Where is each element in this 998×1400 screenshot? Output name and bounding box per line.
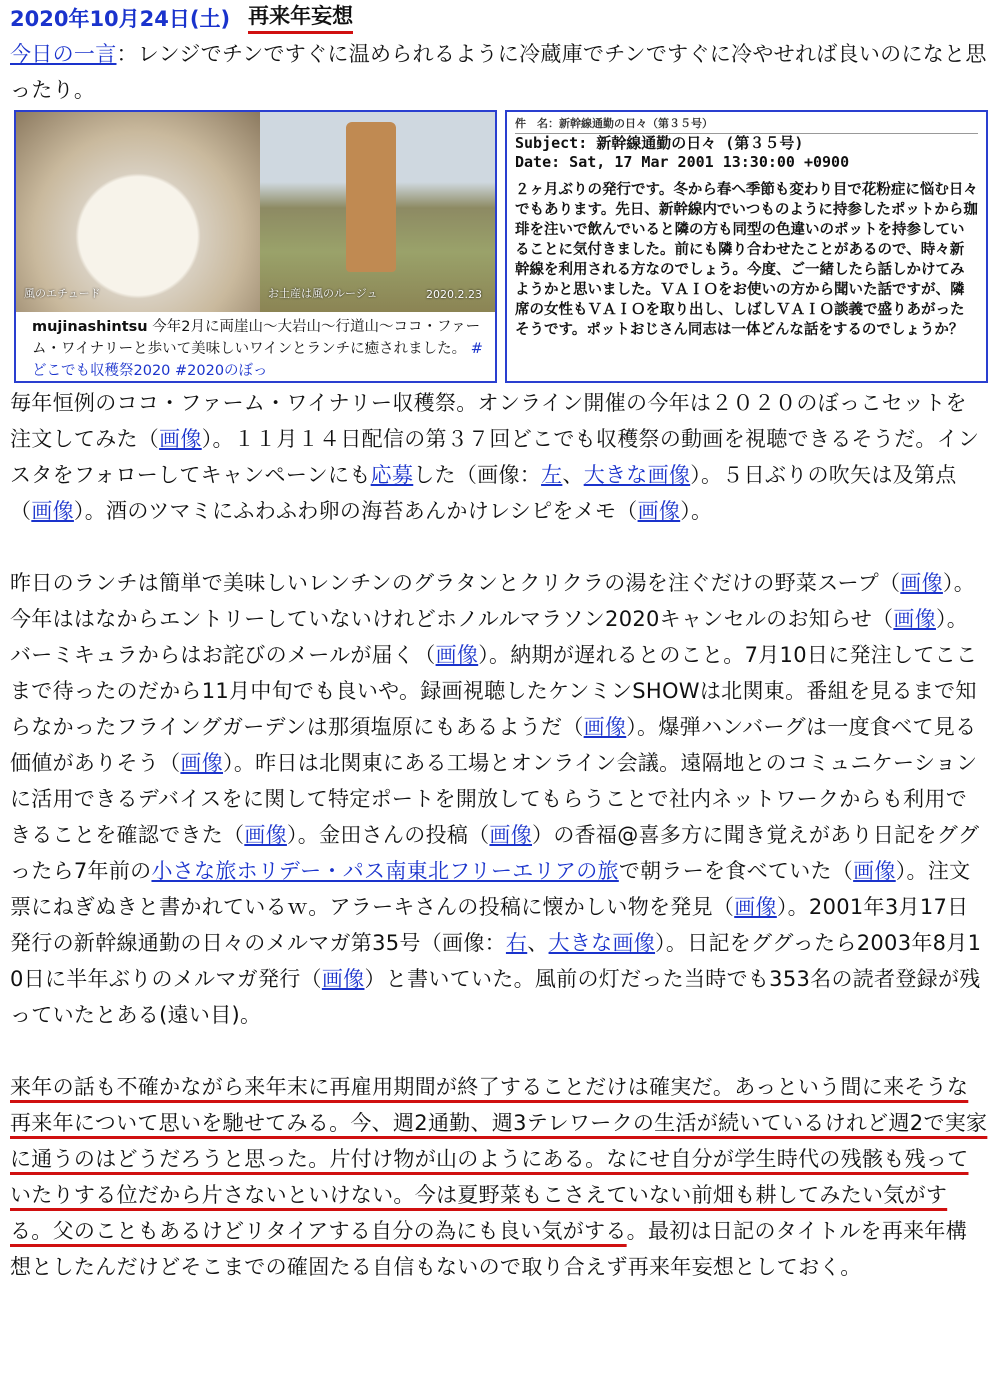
photo-caption-right: お土産は風のルージュ xyxy=(268,287,378,300)
image-link[interactable]: 画像 xyxy=(900,571,943,595)
trip-diary-link[interactable]: 小さな旅ホリデー・パス南東北フリーエリアの旅 xyxy=(151,859,619,883)
image-link[interactable]: 画像 xyxy=(734,895,777,919)
p2-text: 、 xyxy=(527,931,549,955)
newsletter-image[interactable] xyxy=(505,110,988,383)
mail-subject-bar: 件 名：新幹線通勤の日々（第３５号） xyxy=(515,115,978,134)
photo-caption-left: 風のエチュード xyxy=(24,287,101,300)
image-link[interactable]: 画像 xyxy=(489,823,533,847)
image-link[interactable]: 画像 xyxy=(893,607,936,631)
intro-text: ：レンジでチンですぐに温められるように冷蔵庫でチンですぐに冷やせれば良いのになと思ったり。 xyxy=(10,42,987,102)
p2-text: ）。注文票にねぎぬきと書かれているｗ。アラーキさんの投稿に懐かしい物を発見（ xyxy=(10,859,971,919)
image-link[interactable]: 画像 xyxy=(180,751,224,775)
paragraph-2 xyxy=(10,565,988,1033)
left-image-link[interactable]: 左 xyxy=(541,463,563,487)
paragraph-gap xyxy=(10,1033,988,1069)
p1-text: ）。酒のツマミにふわふわ卵の海苔あんかけレシピをメモ（ xyxy=(73,499,638,523)
image-link[interactable]: 画像 xyxy=(435,643,479,667)
p2-text: ）の香福@喜多方に聞き覚えがあり日記をググったら7年前の xyxy=(10,823,980,883)
instagram-caption xyxy=(16,312,497,383)
intro-paragraph xyxy=(10,36,988,108)
entry-header xyxy=(10,0,988,36)
large-image-link[interactable]: 大きな画像 xyxy=(548,931,656,955)
p2-text: 昨日のランチは簡単で美味しいレンチンのグラタンとクリクラの湯を注ぐだけの野菜スープ（ xyxy=(10,571,901,595)
paragraph-1 xyxy=(10,385,988,529)
paper-bag-photo xyxy=(346,122,396,272)
image-row xyxy=(14,110,988,385)
image-link[interactable]: 画像 xyxy=(31,499,74,523)
paragraph-gap xyxy=(10,529,988,565)
image-link[interactable]: 画像 xyxy=(583,715,627,739)
large-image-link[interactable]: 大きな画像 xyxy=(583,463,691,487)
instagram-image[interactable] xyxy=(14,110,497,383)
entry-title: 再来年妄想 xyxy=(248,3,353,34)
p2-text: で朝ラーを食べていた（ xyxy=(618,859,854,883)
instagram-tags: #どこでも収穫祭2020 #2020のぼっ xyxy=(32,341,483,379)
mail-subject: Subject: 新幹線通勤の日々 (第３５号) xyxy=(514,134,804,152)
image-link[interactable]: 画像 xyxy=(853,859,896,883)
p2-text: ）と書いていた。風前の灯だった当時でも353名の読者登録が残っていたとある(遠い目)。 xyxy=(10,967,981,1027)
right-image-link[interactable]: 右 xyxy=(505,931,528,955)
p1-text: ）。 xyxy=(680,499,713,523)
p2-text: ）。バーミキュラからはお詫びのメールが届く（ xyxy=(10,607,969,667)
p2-text: ）。今年ははなからエントリーしていないけれどホノルルマラソン2020キャンセルのお知らせ（ xyxy=(10,571,976,631)
p2-text: ）。納期が遅れるとのこと。7月10日に発注してここまで待ったのだから11月中旬でも良いや。録画視聴したケンミンSHOWは北関東。番組を見るまで知らなかったフライングガーデンは那須塩原にもあるようだ（ xyxy=(10,643,978,739)
underlined-text: 来年の話も不確かながら来年末に再雇用期間が終了することだけは確実だ。あっという間に来そうな再来年について思いを馳せてみる。今、週2通勤、週3テレワークの生活が続いているけれど週2で実家に通うのはどうだろうと思った。片付け物が山のようにある。なにせ自分が学生時代の残骸も残っていたりする位だから片さないといけない。今は夏野菜もこさえていない前畑も耕してみたい気がする。父のこともあるけどリタイアする自分の為にも良い気がする xyxy=(10,1075,988,1243)
p2-text: ）。昨日は北関東にある工場とオンライン会議。遠隔地とのコミュニケーションに活用できるデバイスをに関して特定ポートを開放してもらうことで社内ネットワークからも利用できることを確認できた（ xyxy=(10,751,978,847)
p1-text: した（画像： xyxy=(413,463,542,487)
diary-entry xyxy=(10,0,988,1285)
p1-text: ）。１１月１４日配信の第３７回どこでも収穫祭の動画を視聴できるそうだ。インスタをフォローしてキャンペーンにも xyxy=(10,427,980,487)
mail-body: ２ヶ月ぶりの発行です。冬から春へ季節も変わり目で花粉症に悩む日々でもあります。先日、新幹線内でいつものように持参したポットから珈琲を注いで飲んでいると隣の方も同型の色違いのポットを持参していることに気付きました。前にも隣り合わせたことがあるので、時々新幹線を利用される方なのでしょう。今度、ご一緒したら話しかけてみようかと思いました。ＶＡＩＯをお使いの方から聞いた話ですが、隣席の女性もＶＡＩＯを取り出し、しばしＶＡＩＯ談義で盛りあがったそうです。ポットおじさん同志は一体どんな話をするのでしょうか？ xyxy=(514,182,978,338)
apply-link[interactable]: 応募 xyxy=(370,463,414,487)
photo-caption-date: 2020.2.23 xyxy=(426,288,482,301)
today-word-link[interactable]: 今日の一言 xyxy=(10,42,117,66)
image-link[interactable]: 画像 xyxy=(637,499,681,523)
p1-text: 、 xyxy=(562,463,584,487)
p1-text: 毎年恒例のココ・ファーム・ワイナリー収穫祭。オンライン開催の今年は２０２０のぼっこセットを注文してみた（ xyxy=(10,391,967,451)
p1-text: ）。５日ぶりの吹矢は及第点（ xyxy=(10,463,957,523)
instagram-user: mujinashintsu xyxy=(32,319,148,335)
p3-text: 。最初は日記のタイトルを再来年構想としたんだけどそこまでの確固たる自信もないので取り合えず再来年妄想としておく。 xyxy=(10,1219,968,1279)
image-link[interactable]: 画像 xyxy=(244,823,287,847)
mail-date: Date: Sat, 17 Mar 2001 13:30:00 +0900 xyxy=(514,153,850,171)
image-link[interactable]: 画像 xyxy=(321,967,365,991)
instagram-text: 今年2月に両崖山〜大岩山〜行道山〜ココ・ファーム・ワイナリーと歩いて美味しいワインとランチに癒されました。 xyxy=(32,319,481,357)
entry-date: 2020年10月24日(土) xyxy=(10,7,231,31)
lunch-plate-photo xyxy=(16,112,260,312)
p2-text: ）。2001年3月17日発行の新幹線通勤の日々のメルマガ第35号（画像： xyxy=(10,895,969,955)
p2-text: ）。爆弾ハンバーグは一度食べて見る価値がありそう（ xyxy=(10,715,977,775)
paragraph-3 xyxy=(10,1069,988,1285)
image-link[interactable]: 画像 xyxy=(159,427,202,451)
p2-text: ）。金田さんの投稿（ xyxy=(286,823,490,847)
p2-text: ）。日記をググったら2003年8月10日に半年ぶりのメルマガ発行（ xyxy=(10,931,982,991)
